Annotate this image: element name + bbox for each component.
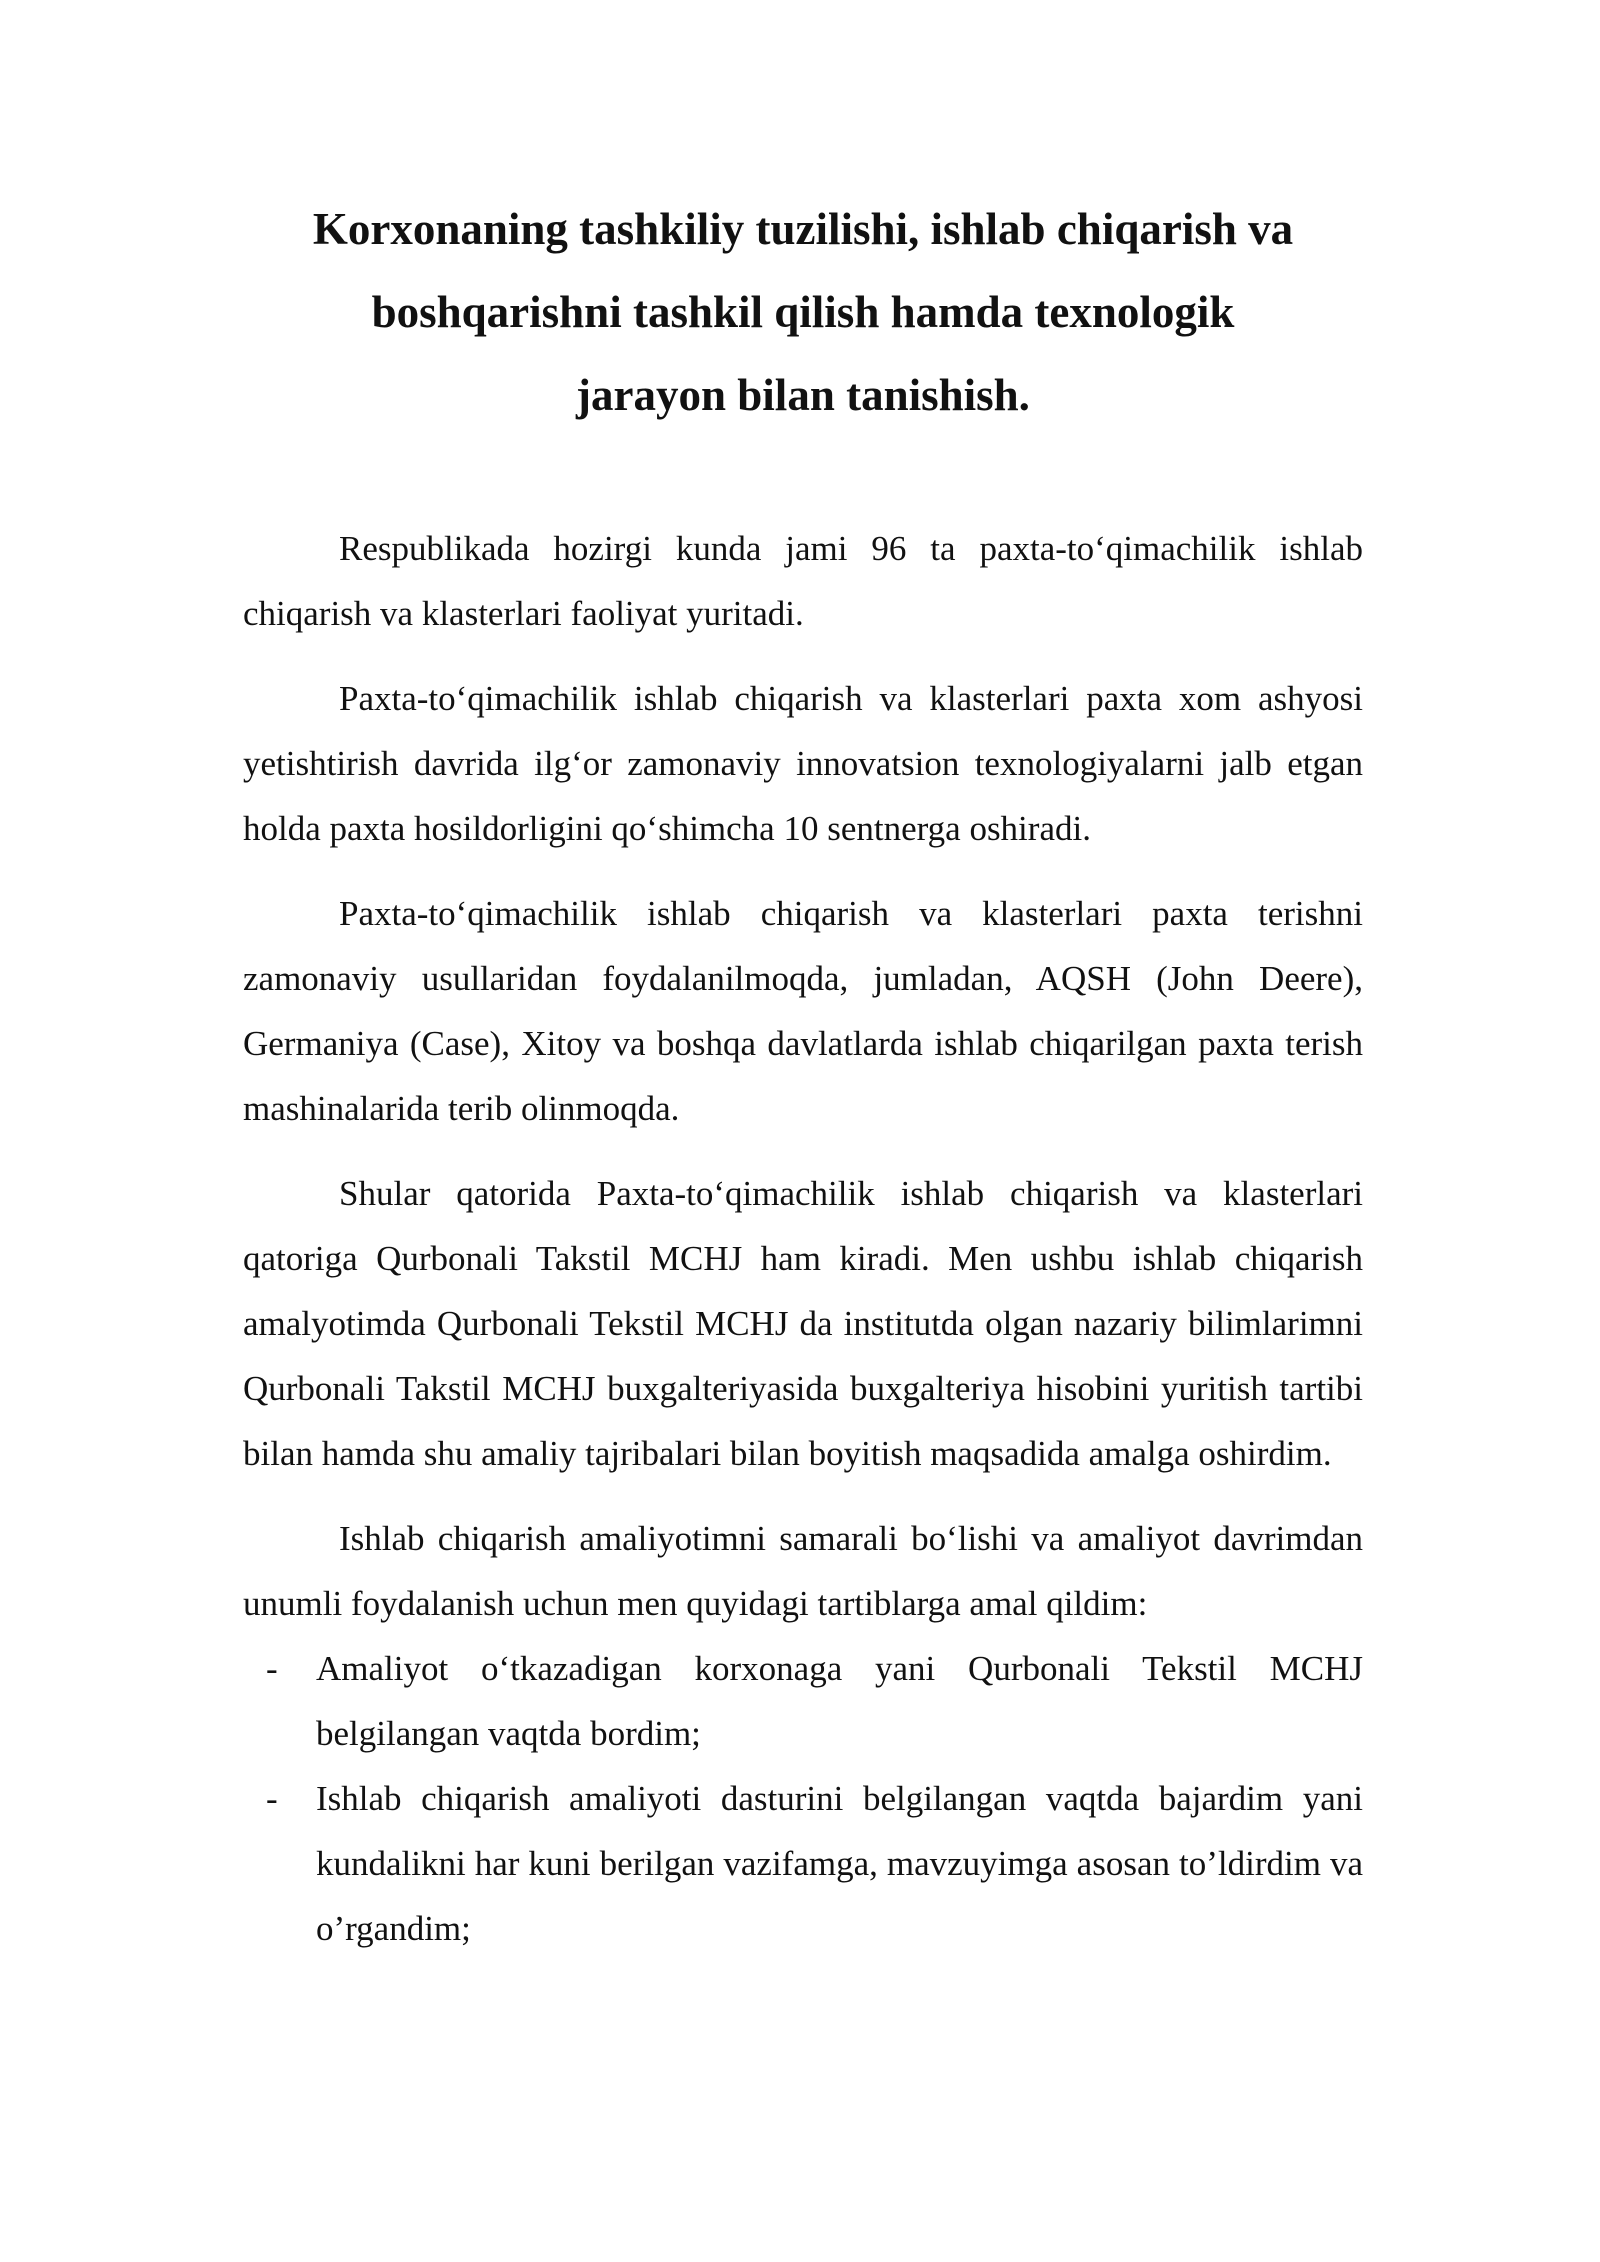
list-item — [243, 1636, 1363, 1766]
document-title — [243, 188, 1363, 437]
paragraph: Paxta-to‘qimachilik ishlab chiqarish va klasterlari paxta xom ashyosi yetishtirish davrida ilg‘or zamonaviy innovatsion texnologiyalarni jalb etgan holda paxta hosildorligini qo‘shimcha 10 sentnerga oshiradi. — [243, 679, 1363, 848]
paragraph: Paxta-to‘qimachilik ishlab chiqarish va klasterlari paxta terishni zamonaviy usullaridan foydalanilmoqda, jumladan, AQSH (John Deere), Germaniya (Case), Xitoy va boshqa davlatlarda ishlab chiqarilgan paxta terish mashinalarida terib olinmoqda. — [243, 894, 1363, 1128]
document-body — [243, 516, 1363, 1961]
title-line-2: boshqarishni tashkil qilish hamda texnologik — [371, 287, 1235, 337]
list-item — [243, 1766, 1363, 1961]
dash-bullet: - — [266, 1649, 278, 1688]
list-item-text: Amaliyot o‘tkazadigan korxonaga yani Qurbonali Tekstil MCHJ belgilangan vaqtda bordim; — [316, 1649, 1363, 1753]
list-item-text: Ishlab chiqarish amaliyoti dasturini belgilangan vaqtda bajardim yani kundalikni har kuni berilgan vazifamga, mavzuyimga asosan to’ldirdim va o’rgandim; — [316, 1779, 1363, 1948]
title-line-1: Korxonaning tashkiliy tuzilishi, ishlab chiqarish va — [312, 204, 1294, 254]
dash-bullet: - — [266, 1779, 278, 1818]
title-line-3: jarayon bilan tanishish. — [576, 370, 1030, 420]
document-page — [243, 188, 1363, 1961]
paragraph: Ishlab chiqarish amaliyotimni samarali bo‘lishi va amaliyot davrimdan unumli foydalanish uchun men quyidagi tartiblarga amal qildim: — [243, 1519, 1363, 1623]
bullet-list — [243, 1636, 1363, 1961]
paragraph: Respublikada hozirgi kunda jami 96 ta paxta-to‘qimachilik ishlab chiqarish va klasterlari faoliyat yuritadi. — [243, 529, 1363, 633]
paragraph: Shular qatorida Paxta-to‘qimachilik ishlab chiqarish va klasterlari qatoriga Qurbonali Takstil MCHJ ham kiradi. Men ushbu ishlab chiqarish amalyotimda Qurbonali Tekstil MCHJ da institutda olgan nazariy bilimlarimni Qurbonali Takstil MCHJ buxgalteriyasida buxgalteriya hisobini yuritish tartibi bilan hamda shu amaliy tajribalari bilan boyitish maqsadida amalga oshirdim. — [243, 1174, 1363, 1473]
